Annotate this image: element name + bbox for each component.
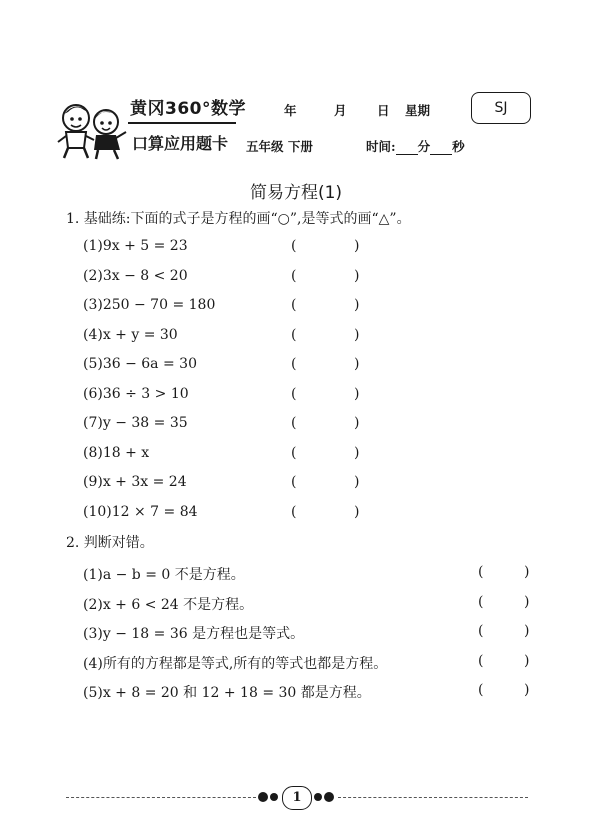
equation-item: (4)x + y = 30: [83, 326, 178, 343]
time-field: [366, 137, 465, 155]
statement-item: (2)x + 6 < 24 不是方程。: [83, 596, 254, 613]
second-blank[interactable]: [430, 142, 452, 155]
answer-paren-close: ): [354, 356, 360, 372]
answer-paren-open: (: [291, 297, 297, 313]
month-label: 月: [334, 103, 347, 118]
equation-item: (3)250 − 70 = 180: [83, 297, 216, 313]
equation-item: (2)3x − 8 < 20: [83, 267, 188, 284]
equation-item: (5)36 − 6a = 30: [83, 356, 197, 372]
equation-item: (9)x + 3x = 24: [83, 474, 187, 490]
answer-slot[interactable]: [300, 237, 352, 255]
answer-paren-close: ): [524, 593, 530, 610]
answer-paren-open: (: [291, 326, 297, 343]
footer-bead-right-icon: [324, 792, 334, 802]
answer-paren-close: ): [354, 444, 360, 461]
answer-paren-open: (: [291, 444, 297, 461]
answer-paren-open: (: [291, 385, 297, 402]
answer-slot[interactable]: [487, 563, 523, 581]
answer-slot[interactable]: [487, 593, 523, 611]
day-label: 日: [377, 103, 390, 118]
equation-item: (10)12 × 7 = 84: [83, 503, 198, 520]
answer-paren-open: (: [291, 356, 297, 372]
answer-slot[interactable]: [300, 503, 352, 521]
equation-item: (1)9x + 5 = 23: [83, 238, 188, 254]
section2-heading: 2. 判断对错。: [66, 535, 154, 551]
answer-slot[interactable]: [300, 355, 352, 373]
answer-slot[interactable]: [300, 385, 352, 403]
brand-title: 黄冈360°数学: [130, 99, 246, 119]
answer-slot[interactable]: [487, 681, 523, 699]
minute-blank[interactable]: [396, 142, 418, 155]
statement-item: (3)y − 18 = 36 是方程也是等式。: [83, 626, 305, 642]
answer-paren-close: ): [524, 623, 530, 639]
answer-slot[interactable]: [300, 296, 352, 314]
answer-paren-close: ): [524, 564, 530, 580]
answer-slot[interactable]: [300, 414, 352, 432]
answer-paren-close: ): [524, 652, 530, 669]
answer-slot[interactable]: [300, 473, 352, 491]
answer-paren-open: (: [291, 238, 297, 254]
answer-paren-close: ): [354, 238, 360, 254]
footer-dashed-line-left: [66, 797, 256, 798]
answer-slot[interactable]: [300, 326, 352, 344]
answer-paren-open: (: [478, 682, 484, 698]
answer-paren-open: (: [478, 623, 484, 639]
answer-paren-open: (: [478, 564, 484, 580]
year-label: 年: [284, 103, 297, 118]
grade-label: 五年级 下册: [246, 139, 313, 154]
edition-badge: SJ: [471, 92, 531, 124]
answer-paren-close: ): [354, 297, 360, 313]
answer-paren-open: (: [478, 593, 484, 610]
answer-paren-open: (: [291, 503, 297, 520]
footer-dashed-line-right: [338, 797, 528, 798]
footer-bead-left-icon: [258, 792, 268, 802]
weekday-label: 星期: [405, 103, 431, 118]
answer-paren-close: ): [354, 415, 360, 431]
header-divider: [128, 122, 236, 124]
answer-slot[interactable]: [487, 622, 523, 640]
answer-paren-close: ): [354, 267, 360, 284]
answer-paren-close: ): [354, 326, 360, 343]
equation-item: (8)18 + x: [83, 444, 150, 461]
statement-item: (5)x + 8 = 20 和 12 + 18 = 30 都是方程。: [83, 685, 371, 701]
footer-bead-right-small-icon: [314, 793, 322, 801]
answer-paren-open: (: [291, 474, 297, 490]
footer-bead-left-small-icon: [270, 793, 278, 801]
statement-item: (4)所有的方程都是等式,所有的等式也都是方程。: [83, 655, 388, 672]
page-title: 简易方程(1): [249, 183, 343, 203]
answer-paren-close: ): [354, 385, 360, 402]
answer-paren-open: (: [478, 652, 484, 669]
answer-paren-close: ): [354, 474, 360, 490]
second-label: 秒: [452, 139, 465, 154]
time-label: 时间:: [366, 139, 396, 154]
answer-slot[interactable]: [300, 267, 352, 285]
statement-item: (1)a − b = 0 不是方程。: [83, 567, 245, 583]
answer-paren-open: (: [291, 267, 297, 284]
section1-heading: 1. 基础练:下面的式子是方程的画“○”,是等式的画“△”。: [66, 211, 411, 227]
equation-item: (7)y − 38 = 35: [83, 415, 188, 431]
answer-paren-close: ): [354, 503, 360, 520]
answer-slot[interactable]: [300, 444, 352, 462]
answer-paren-open: (: [291, 415, 297, 431]
answer-paren-close: ): [524, 682, 530, 698]
page-number: 1: [282, 786, 312, 810]
minute-label: 分: [417, 139, 431, 154]
equation-item: (6)36 ÷ 3 > 10: [83, 385, 189, 402]
brand-subtitle: 口算应用题卡: [132, 134, 229, 153]
answer-slot[interactable]: [487, 652, 523, 670]
cartoon-kids-logo-icon: [54, 96, 134, 162]
